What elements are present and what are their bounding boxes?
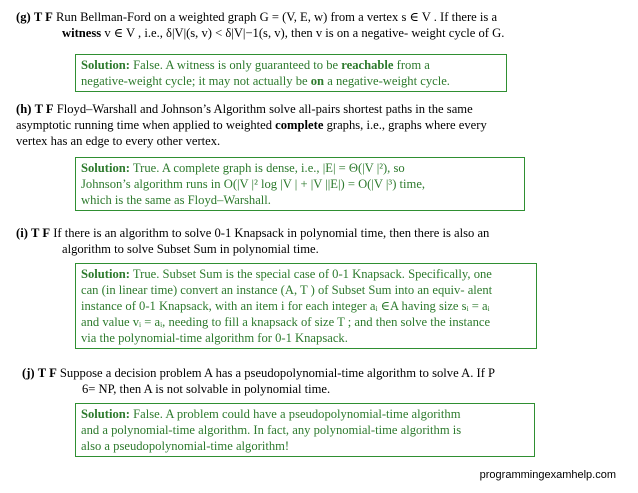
solution-g-line2	[81, 73, 501, 89]
solution-h-line1	[81, 160, 519, 176]
question-i-line1	[16, 225, 624, 241]
solution-g-text1a: False. A witness is only guaranteed to be	[130, 58, 342, 72]
solution-i-text1: True. Subset Sum is the special case of 0-1 Knapsack. Specifically, one	[130, 267, 492, 281]
solution-i-line5: via the polynomial-time algorithm for 0-1 Knapsack.	[81, 331, 348, 345]
solution-g-reachable: reachable	[341, 58, 394, 72]
question-i-tf: T F	[31, 226, 51, 240]
question-g-witness: witness	[62, 26, 102, 40]
question-h-text1: Floyd–Warshall and Johnson’s Algorithm solve all-pairs shortest paths in the same	[56, 102, 473, 116]
question-h-text2c: graphs, i.e., graphs where every	[323, 118, 487, 132]
question-h-line1	[16, 101, 624, 117]
solution-i-label: Solution:	[81, 267, 130, 281]
solution-i	[75, 263, 537, 349]
solution-h-text1: True. A complete graph is dense, i.e., |E| = Θ(|V |²), so	[130, 161, 405, 175]
solution-g-text2a: negative-weight cycle; it may not actually be	[81, 74, 311, 88]
question-g-line1	[16, 9, 624, 25]
solution-i-line1	[81, 266, 531, 282]
solution-g	[75, 54, 507, 92]
solution-j-line2: and a polynomial-time algorithm. In fact, any polynomial-time algorithm is	[81, 423, 462, 437]
question-i-label: (i)	[16, 226, 28, 240]
solution-h	[75, 157, 525, 211]
question-j-text1: Suppose a decision problem A has a pseudopolynomial-time algorithm to solve A. If P	[59, 366, 496, 380]
solution-i-line3: instance of 0-1 Knapsack, with an item i for each integer aᵢ ∈A having size sᵢ = aᵢ	[81, 299, 490, 313]
question-g-text2: v ∈ V , i.e., δ|V|(s, v) < δ|V|−1(s, v), then v is on a negative- weight cycle of G.	[101, 26, 505, 40]
footer-website: programmingexamhelp.com	[479, 469, 616, 481]
question-i-text1: If there is an algorithm to solve 0-1 Knapsack in polynomial time, then there is also an	[53, 226, 490, 240]
question-h-label: (h)	[16, 102, 32, 116]
solution-h-label: Solution:	[81, 161, 130, 175]
question-g-text1: Run Bellman-Ford on a weighted graph G = (V, E, w) from a vertex s ∈ V . If there is a	[56, 10, 498, 24]
question-i	[16, 225, 624, 257]
question-g-label: (g)	[16, 10, 31, 24]
solution-j-text1: False. A problem could have a pseudopolynomial-time algorithm	[130, 407, 461, 421]
question-j-line1	[22, 365, 630, 381]
question-j-line2: 6= NP, then A is not solvable in polynomial time.	[82, 382, 331, 396]
question-h-tf: T F	[34, 102, 54, 116]
question-g-line2	[16, 25, 624, 41]
question-j-label: (j)	[22, 366, 35, 380]
solution-h-line3: which is the same as Floyd–Warshall.	[81, 193, 271, 207]
solution-g-text1c: from a	[393, 58, 430, 72]
solution-g-on: on	[310, 74, 325, 88]
solution-j	[75, 403, 535, 457]
question-g-tf: T F	[33, 10, 53, 24]
solution-j-label: Solution:	[81, 407, 130, 421]
question-j	[22, 365, 630, 397]
solution-j-line1	[81, 406, 529, 422]
question-g	[16, 9, 624, 41]
question-h	[16, 101, 624, 149]
solution-i-line2: can (in linear time) convert an instance (A, T ) of Subset Sum into an equiv- alent	[81, 283, 493, 297]
question-h-line2	[16, 117, 624, 133]
solution-i-line4: and value vᵢ = aᵢ, needing to fill a knapsack of size T ; and then solve the instance	[81, 315, 491, 329]
solution-g-label: Solution:	[81, 58, 130, 72]
question-j-tf: T F	[37, 366, 57, 380]
question-h-line3: vertex has an edge to every other vertex.	[16, 134, 221, 148]
solution-g-text2c: a negative-weight cycle.	[324, 74, 450, 88]
question-i-line2: algorithm to solve Subset Sum in polynomial time.	[62, 242, 319, 256]
solution-h-line2: Johnson’s algorithm runs in O(|V |² log |V | + |V ||E|) = O(|V |³) time,	[81, 177, 426, 191]
question-h-text2a: asymptotic running time when applied to weighted	[16, 118, 276, 132]
solution-g-line1	[81, 57, 501, 73]
question-h-complete: complete	[275, 118, 324, 132]
solution-j-line3: also a pseudopolynomial-time algorithm!	[81, 439, 290, 453]
